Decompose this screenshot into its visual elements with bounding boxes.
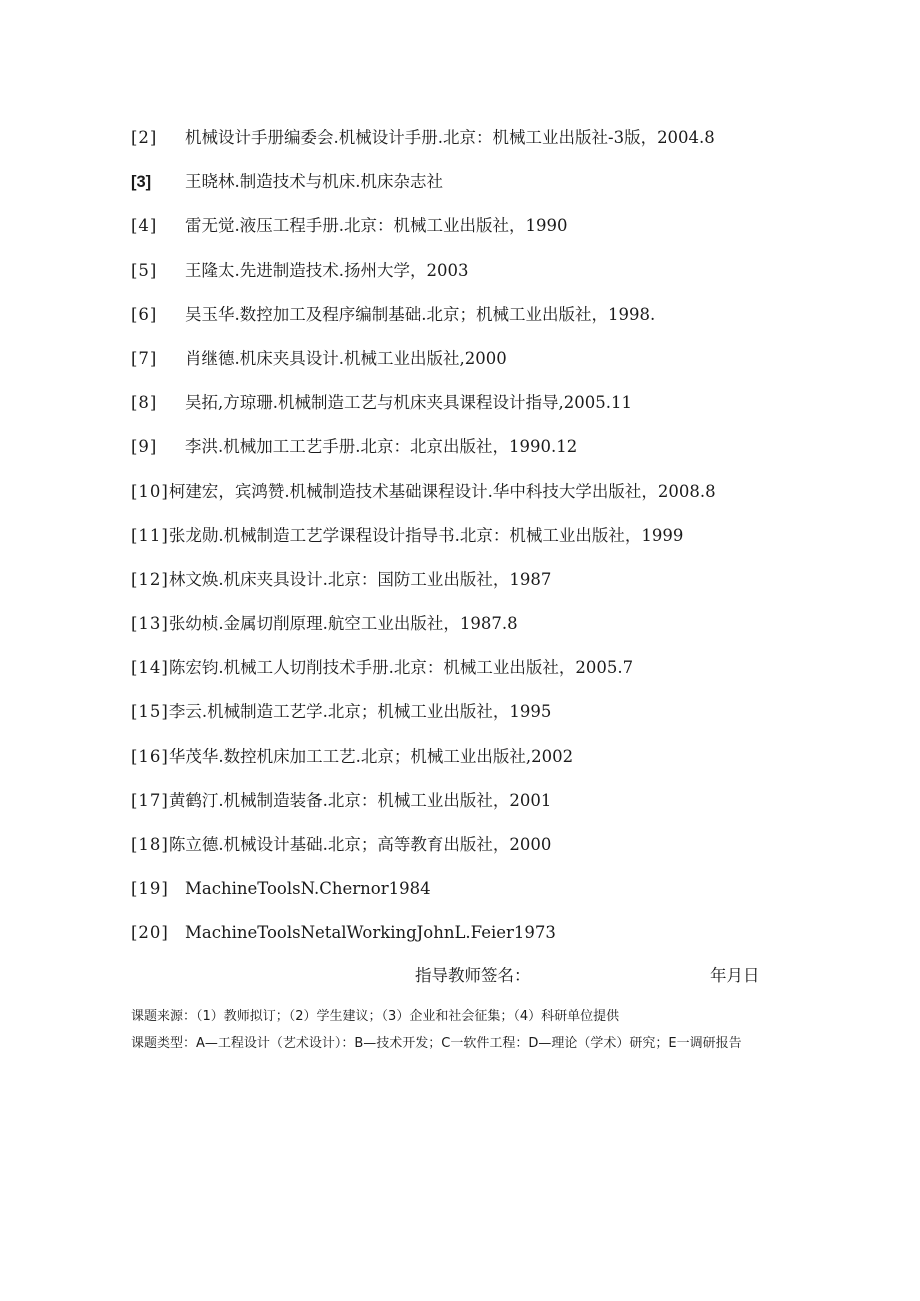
reference-list <box>131 125 831 965</box>
reference-text: 机械设计手册编委会.机械设计手册.北京：机械工业出版社-3版，2004.8 <box>185 128 715 147</box>
reference-number: [6] <box>131 304 158 324</box>
reference-text: 王晓林.制造技术与机床.机床杂志社 <box>185 172 443 192</box>
reference-item <box>131 920 831 964</box>
reference-text: 陈立德.机械设计基础.北京；高等教育出版社，2000 <box>168 835 552 854</box>
reference-item <box>131 169 831 213</box>
reference-number: [3] <box>131 173 152 192</box>
reference-number: [18] <box>131 835 169 854</box>
reference-item <box>131 744 831 788</box>
reference-text: 李云.机械制造工艺学.北京；机械工业出版社，1995 <box>168 702 552 722</box>
reference-item <box>131 523 831 567</box>
reference-text: 张龙勋.机械制造工艺学课程设计指导书.北京：机械工业出版社，1999 <box>168 525 684 545</box>
reference-text: 华茂华.数控机床加工工艺.北京；机械工业出版社,2002 <box>168 746 574 766</box>
reference-number: [20] <box>131 923 169 943</box>
reference-item <box>131 479 831 523</box>
reference-item <box>131 346 831 390</box>
reference-number: [19] <box>131 879 169 899</box>
reference-number: [12] <box>131 569 169 589</box>
reference-number: [8] <box>131 393 158 413</box>
reference-number: [2] <box>131 128 158 147</box>
reference-item <box>131 567 831 611</box>
reference-number: [5] <box>131 260 158 280</box>
reference-text: MachineToolsNetalWorkingJohnL.Feier1973 <box>185 923 556 943</box>
reference-item <box>131 611 831 655</box>
reference-item <box>131 258 831 302</box>
reference-text: 吴玉华.数控加工及程序编制基础.北京；机械工业出版社，1998. <box>185 304 656 324</box>
reference-number: [17] <box>131 790 169 810</box>
reference-text: 黄鹤汀.机械制造装备.北京：机械工业出版社，2001 <box>168 790 552 810</box>
reference-text: 肖继德.机床夹具设计.机械工业出版社,2000 <box>185 348 507 368</box>
reference-item <box>131 655 831 699</box>
reference-text: 陈宏钧.机械工人切削技术手册.北京：机械工业出版社，2005.7 <box>168 658 634 678</box>
reference-item <box>131 832 831 876</box>
reference-item <box>131 699 831 743</box>
reference-text: 王隆太.先进制造技术.扬州大学，2003 <box>185 260 469 280</box>
reference-number: [11] <box>131 525 169 545</box>
reference-item <box>131 213 831 257</box>
reference-text: MachineToolsN.Chernor1984 <box>185 879 431 899</box>
signature-date-label: 年月日 <box>710 966 760 985</box>
reference-item <box>131 434 831 478</box>
reference-number: [14] <box>131 658 169 678</box>
reference-item <box>131 788 831 832</box>
advisor-signature-label: 指导教师签名： <box>415 966 531 985</box>
reference-number: [10] <box>131 481 169 501</box>
reference-text: 林文焕.机床夹具设计.北京：国防工业出版社，1987 <box>168 569 552 589</box>
topic-type-note: 课题类型：A—工程设计（艺术设计）：B—技术开发；C一软件工程：D—理论（学术）研究；E一调研报告 <box>131 1036 742 1051</box>
topic-source-note: 课题来源：（1）教师拟订；（2）学生建议；（3）企业和社会征集；（4）科研单位提供 <box>131 1009 620 1024</box>
reference-number: [15] <box>131 702 169 722</box>
signature-row <box>0 962 920 986</box>
reference-text: 柯建宏，宾鸿赞.机械制造技术基础课程设计.华中科技大学出版社，2008.8 <box>168 481 716 501</box>
reference-number: [16] <box>131 746 169 766</box>
reference-text: 雷无觉.液压工程手册.北京：机械工业出版社，1990 <box>185 216 568 236</box>
reference-text: 李洪.机械加工工艺手册.北京：北京出版社，1990.12 <box>185 437 578 457</box>
reference-number: [9] <box>131 437 158 457</box>
reference-number: [7] <box>131 348 158 368</box>
reference-number: [13] <box>131 614 169 634</box>
reference-item <box>131 876 831 920</box>
reference-text: 张幼桢.金属切削原理.航空工业出版社，1987.8 <box>168 614 518 634</box>
reference-item <box>131 125 831 169</box>
reference-number: [4] <box>131 216 158 236</box>
reference-item <box>131 390 831 434</box>
footnotes <box>131 1003 742 1057</box>
reference-text: 吴拓,方琼珊.机械制造工艺与机床夹具课程设计指导,2005.11 <box>185 393 632 413</box>
reference-item <box>131 302 831 346</box>
